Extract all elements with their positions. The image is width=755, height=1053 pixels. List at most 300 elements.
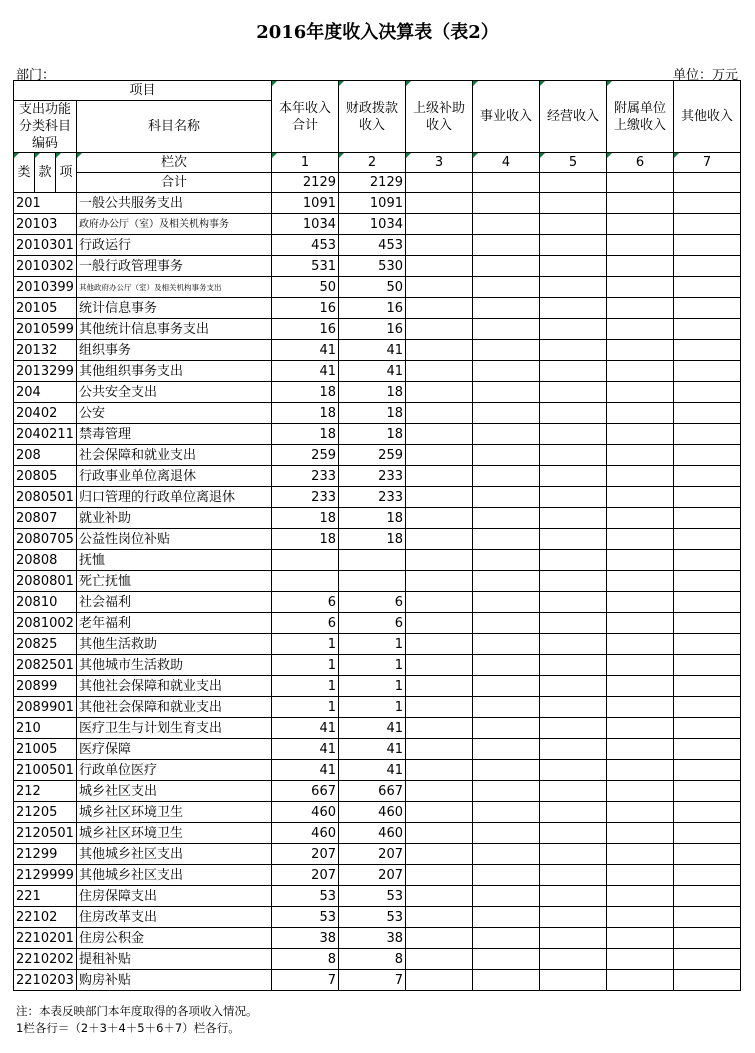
empty-cell (674, 760, 741, 781)
empty-cell (473, 361, 540, 382)
empty-cell (540, 634, 607, 655)
empty-cell (607, 592, 674, 613)
subject-name: 住房改革支出 (77, 907, 272, 928)
col-header-1: 本年收入合计 (272, 81, 339, 153)
empty-cell (473, 298, 540, 319)
table-row (14, 403, 741, 424)
subject-code: 21205 (14, 802, 77, 823)
empty-cell (607, 298, 674, 319)
empty-cell (674, 403, 741, 424)
subject-name: 城乡社区支出 (77, 781, 272, 802)
total-label: 合计 (77, 173, 272, 193)
empty-cell (473, 277, 540, 298)
table-row (14, 781, 741, 802)
empty-cell (540, 361, 607, 382)
lei-header: 类 (14, 153, 35, 193)
income-table (13, 80, 741, 991)
subject-name: 社会保障和就业支出 (77, 445, 272, 466)
subject-code: 2210201 (14, 928, 77, 949)
empty-cell (540, 235, 607, 256)
value-c1: 531 (272, 256, 339, 277)
empty-cell (540, 466, 607, 487)
subject-code: 2010599 (14, 319, 77, 340)
empty-cell (540, 739, 607, 760)
empty-cell (540, 760, 607, 781)
value-c2: 53 (339, 907, 406, 928)
empty-cell (607, 760, 674, 781)
empty-cell (607, 340, 674, 361)
value-c1: 18 (272, 403, 339, 424)
empty-cell (607, 487, 674, 508)
table-row (14, 760, 741, 781)
empty-cell (406, 445, 473, 466)
empty-cell (607, 718, 674, 739)
empty-cell (540, 550, 607, 571)
subject-name: 医疗保障 (77, 739, 272, 760)
empty-cell (473, 907, 540, 928)
value-c1: 18 (272, 424, 339, 445)
value-c2: 41 (339, 340, 406, 361)
empty-cell (540, 445, 607, 466)
subject-name: 其他组织事务支出 (77, 361, 272, 382)
value-c1: 1 (272, 676, 339, 697)
empty-cell (607, 886, 674, 907)
value-c1: 41 (272, 760, 339, 781)
value-c1: 453 (272, 235, 339, 256)
empty-cell (674, 571, 741, 592)
empty-cell (540, 571, 607, 592)
empty-cell (406, 613, 473, 634)
empty-cell (674, 865, 741, 886)
empty-cell (540, 193, 607, 214)
value-c2: 18 (339, 508, 406, 529)
subject-name: 医疗卫生与计划生育支出 (77, 718, 272, 739)
empty-cell (473, 571, 540, 592)
empty-cell (674, 739, 741, 760)
subject-name: 统计信息事务 (77, 298, 272, 319)
subject-code: 20805 (14, 466, 77, 487)
empty-cell (607, 424, 674, 445)
empty-cell (674, 697, 741, 718)
subject-code: 204 (14, 382, 77, 403)
department-label: 部门： (16, 68, 56, 83)
value-c1 (272, 571, 339, 592)
empty-cell (406, 424, 473, 445)
subject-code: 2089901 (14, 697, 77, 718)
value-c2: 233 (339, 466, 406, 487)
subject-name: 禁毒管理 (77, 424, 272, 445)
empty-cell (406, 781, 473, 802)
empty-cell (674, 886, 741, 907)
empty-cell (607, 844, 674, 865)
table-row (14, 487, 741, 508)
empty-cell (406, 277, 473, 298)
empty-cell (540, 508, 607, 529)
empty-cell (540, 592, 607, 613)
empty-cell (607, 235, 674, 256)
empty-cell (607, 529, 674, 550)
subject-code: 21005 (14, 739, 77, 760)
table-row (14, 298, 741, 319)
value-c2: 259 (339, 445, 406, 466)
empty-cell (607, 781, 674, 802)
empty-cell (674, 319, 741, 340)
empty-cell (473, 235, 540, 256)
empty-cell (674, 487, 741, 508)
empty-cell (674, 718, 741, 739)
table-row (14, 613, 741, 634)
empty-cell (540, 718, 607, 739)
empty-cell (607, 403, 674, 424)
empty-cell (473, 613, 540, 634)
empty-cell (540, 487, 607, 508)
subject-name: 行政事业单位离退休 (77, 466, 272, 487)
col-number-2: 2 (339, 153, 406, 173)
subject-name: 住房保障支出 (77, 886, 272, 907)
empty-cell (674, 928, 741, 949)
table-row (14, 697, 741, 718)
value-c1: 50 (272, 277, 339, 298)
empty-cell (607, 466, 674, 487)
empty-cell (540, 319, 607, 340)
value-c1: 1 (272, 634, 339, 655)
table-row (14, 865, 741, 886)
empty-cell (674, 529, 741, 550)
subject-code: 20807 (14, 508, 77, 529)
empty-cell (406, 487, 473, 508)
value-c1 (272, 550, 339, 571)
empty-cell (473, 319, 540, 340)
empty-cell (406, 256, 473, 277)
empty-cell (607, 970, 674, 991)
empty-cell (406, 508, 473, 529)
table-row (14, 718, 741, 739)
empty-cell (406, 571, 473, 592)
empty-cell (406, 928, 473, 949)
empty-cell (607, 571, 674, 592)
empty-cell (406, 697, 473, 718)
subject-code: 2013299 (14, 361, 77, 382)
empty-cell (473, 634, 540, 655)
value-c1: 207 (272, 844, 339, 865)
empty-cell (473, 844, 540, 865)
empty-cell (406, 340, 473, 361)
col-header-7: 其他收入 (674, 81, 741, 153)
empty-cell (540, 214, 607, 235)
col-number-3: 3 (406, 153, 473, 173)
empty-cell (406, 676, 473, 697)
lanci-label: 栏次 (77, 153, 272, 173)
subject-name-header: 科目名称 (77, 101, 272, 153)
empty-cell (540, 424, 607, 445)
subject-name: 购房补贴 (77, 970, 272, 991)
value-c2: 18 (339, 382, 406, 403)
value-c1: 259 (272, 445, 339, 466)
empty-cell (674, 844, 741, 865)
col-number-4: 4 (473, 153, 540, 173)
value-c1: 41 (272, 718, 339, 739)
empty-cell (473, 823, 540, 844)
value-c2: 18 (339, 424, 406, 445)
empty-cell (607, 550, 674, 571)
value-c1: 1091 (272, 193, 339, 214)
value-c1: 16 (272, 319, 339, 340)
xiang-header: 项 (56, 153, 77, 193)
subject-name: 行政单位医疗 (77, 760, 272, 781)
value-c1: 667 (272, 781, 339, 802)
subject-name: 组织事务 (77, 340, 272, 361)
empty-cell (473, 508, 540, 529)
empty-cell (473, 193, 540, 214)
empty-cell (406, 718, 473, 739)
table-row (14, 928, 741, 949)
value-c2: 1 (339, 676, 406, 697)
table-row (14, 886, 741, 907)
subject-code: 20808 (14, 550, 77, 571)
empty-cell (406, 970, 473, 991)
col-header-5: 经营收入 (540, 81, 607, 153)
kuan-header: 款 (35, 153, 56, 193)
empty-cell (540, 802, 607, 823)
subject-code: 2080801 (14, 571, 77, 592)
col-header-3: 上级补助收入 (406, 81, 473, 153)
empty-cell (473, 718, 540, 739)
col-number-1: 1 (272, 153, 339, 173)
empty-cell (674, 214, 741, 235)
empty-cell (406, 823, 473, 844)
table-row (14, 634, 741, 655)
subject-code: 2082501 (14, 655, 77, 676)
value-c2: 1091 (339, 193, 406, 214)
table-row (14, 571, 741, 592)
empty-cell (406, 760, 473, 781)
subject-name: 其他城乡社区支出 (77, 865, 272, 886)
value-c1: 460 (272, 823, 339, 844)
empty-cell (540, 529, 607, 550)
value-c2: 207 (339, 865, 406, 886)
empty-cell (473, 214, 540, 235)
empty-cell (607, 928, 674, 949)
subject-code: 21299 (14, 844, 77, 865)
empty-cell (607, 445, 674, 466)
subject-name: 其他统计信息事务支出 (77, 319, 272, 340)
empty-cell (473, 949, 540, 970)
value-c2: 530 (339, 256, 406, 277)
table-row (14, 277, 741, 298)
empty-cell (406, 361, 473, 382)
empty-cell (674, 508, 741, 529)
table-row (14, 361, 741, 382)
empty-cell (540, 823, 607, 844)
project-header: 项目 (14, 81, 272, 101)
empty-cell (473, 256, 540, 277)
subject-code: 2080501 (14, 487, 77, 508)
empty-cell (607, 214, 674, 235)
empty-cell (607, 277, 674, 298)
value-c1: 1 (272, 697, 339, 718)
subject-name: 其他社会保障和就业支出 (77, 697, 272, 718)
value-c2: 41 (339, 718, 406, 739)
table-row (14, 970, 741, 991)
table-row (14, 340, 741, 361)
empty-cell (607, 823, 674, 844)
table-row (14, 550, 741, 571)
empty-cell (674, 277, 741, 298)
subject-name: 归口管理的行政单位离退休 (77, 487, 272, 508)
subject-name: 其他生活救助 (77, 634, 272, 655)
empty-cell (540, 676, 607, 697)
value-c2: 7 (339, 970, 406, 991)
value-c2: 50 (339, 277, 406, 298)
subject-code: 20132 (14, 340, 77, 361)
empty-cell (406, 592, 473, 613)
empty-cell (607, 193, 674, 214)
subject-name: 其他社会保障和就业支出 (77, 676, 272, 697)
value-c2: 453 (339, 235, 406, 256)
subject-name: 其他城乡社区支出 (77, 844, 272, 865)
subject-code: 20103 (14, 214, 77, 235)
empty-cell (540, 298, 607, 319)
col-number-5: 5 (540, 153, 607, 173)
empty-cell (540, 844, 607, 865)
subject-code: 2081002 (14, 613, 77, 634)
value-c2 (339, 571, 406, 592)
value-c1: 18 (272, 529, 339, 550)
table-row (14, 592, 741, 613)
value-c2: 8 (339, 949, 406, 970)
total-c2: 2129 (339, 173, 406, 193)
empty-cell (607, 907, 674, 928)
subject-code: 2010399 (14, 277, 77, 298)
empty-cell (674, 466, 741, 487)
empty-cell (406, 298, 473, 319)
empty-cell (406, 634, 473, 655)
empty-cell (674, 235, 741, 256)
empty-cell (674, 592, 741, 613)
table-row (14, 739, 741, 760)
subject-name: 提租补贴 (77, 949, 272, 970)
empty-cell (607, 865, 674, 886)
empty-cell (607, 256, 674, 277)
table-row (14, 445, 741, 466)
empty-cell (473, 739, 540, 760)
table-row (14, 424, 741, 445)
empty-cell (540, 697, 607, 718)
table-row (14, 823, 741, 844)
empty-cell (473, 970, 540, 991)
empty-cell (406, 529, 473, 550)
col-header-2: 财政拨款收入 (339, 81, 406, 153)
table-row (14, 319, 741, 340)
value-c1: 16 (272, 298, 339, 319)
empty-cell (540, 781, 607, 802)
empty-cell (674, 298, 741, 319)
empty-cell (674, 424, 741, 445)
empty-cell (674, 340, 741, 361)
empty-cell (406, 403, 473, 424)
value-c2: 16 (339, 298, 406, 319)
value-c1: 233 (272, 487, 339, 508)
value-c2: 41 (339, 739, 406, 760)
empty-cell (607, 655, 674, 676)
empty-cell (674, 823, 741, 844)
empty-cell (540, 970, 607, 991)
empty-cell (406, 235, 473, 256)
table-row (14, 655, 741, 676)
subject-name: 一般行政管理事务 (77, 256, 272, 277)
empty-cell (406, 655, 473, 676)
col-number-6: 6 (607, 153, 674, 173)
subject-name: 老年福利 (77, 613, 272, 634)
empty-cell (674, 445, 741, 466)
unit-label: 单位：万元 (672, 68, 738, 83)
empty-cell (473, 382, 540, 403)
empty-cell (473, 886, 540, 907)
subject-code: 2120501 (14, 823, 77, 844)
table-row (14, 802, 741, 823)
empty-cell (473, 340, 540, 361)
empty-cell (406, 193, 473, 214)
empty-cell (473, 403, 540, 424)
subject-name: 其他政府办公厅（室）及相关机构事务支出 (77, 277, 272, 298)
empty-cell (473, 865, 540, 886)
empty-cell (473, 529, 540, 550)
value-c1: 41 (272, 739, 339, 760)
empty-cell (674, 655, 741, 676)
empty-cell (406, 907, 473, 928)
subject-name: 公益性岗位补贴 (77, 529, 272, 550)
empty-cell (406, 550, 473, 571)
value-c1: 460 (272, 802, 339, 823)
table-row (14, 466, 741, 487)
empty-cell (406, 214, 473, 235)
value-c1: 6 (272, 613, 339, 634)
col-number-7: 7 (674, 153, 741, 173)
empty-cell (540, 277, 607, 298)
value-c1: 7 (272, 970, 339, 991)
empty-cell (406, 466, 473, 487)
empty-cell (540, 865, 607, 886)
empty-cell (674, 970, 741, 991)
subject-code: 2080705 (14, 529, 77, 550)
value-c2: 1034 (339, 214, 406, 235)
value-c1: 1034 (272, 214, 339, 235)
subject-name: 公安 (77, 403, 272, 424)
col-header-6: 附属单位上缴收入 (607, 81, 674, 153)
subject-name: 社会福利 (77, 592, 272, 613)
empty-cell (674, 193, 741, 214)
empty-cell (607, 676, 674, 697)
table-row (14, 529, 741, 550)
subject-name: 住房公积金 (77, 928, 272, 949)
empty-cell (540, 403, 607, 424)
subject-name: 城乡社区环境卫生 (77, 802, 272, 823)
empty-cell (406, 802, 473, 823)
empty-cell (540, 613, 607, 634)
empty-cell (406, 844, 473, 865)
empty-cell (674, 613, 741, 634)
subject-name: 行政运行 (77, 235, 272, 256)
table-row (14, 235, 741, 256)
empty-cell (473, 466, 540, 487)
total-c1: 2129 (272, 173, 339, 193)
subject-name: 城乡社区环境卫生 (77, 823, 272, 844)
func-code-header: 支出功能分类科目编码 (14, 101, 77, 153)
note-line-2: 1栏各行＝（2＋3＋4＋5＋6＋7）栏各行。 (16, 1021, 240, 1035)
table-row (14, 256, 741, 277)
table-row (14, 844, 741, 865)
subject-code: 2100501 (14, 760, 77, 781)
